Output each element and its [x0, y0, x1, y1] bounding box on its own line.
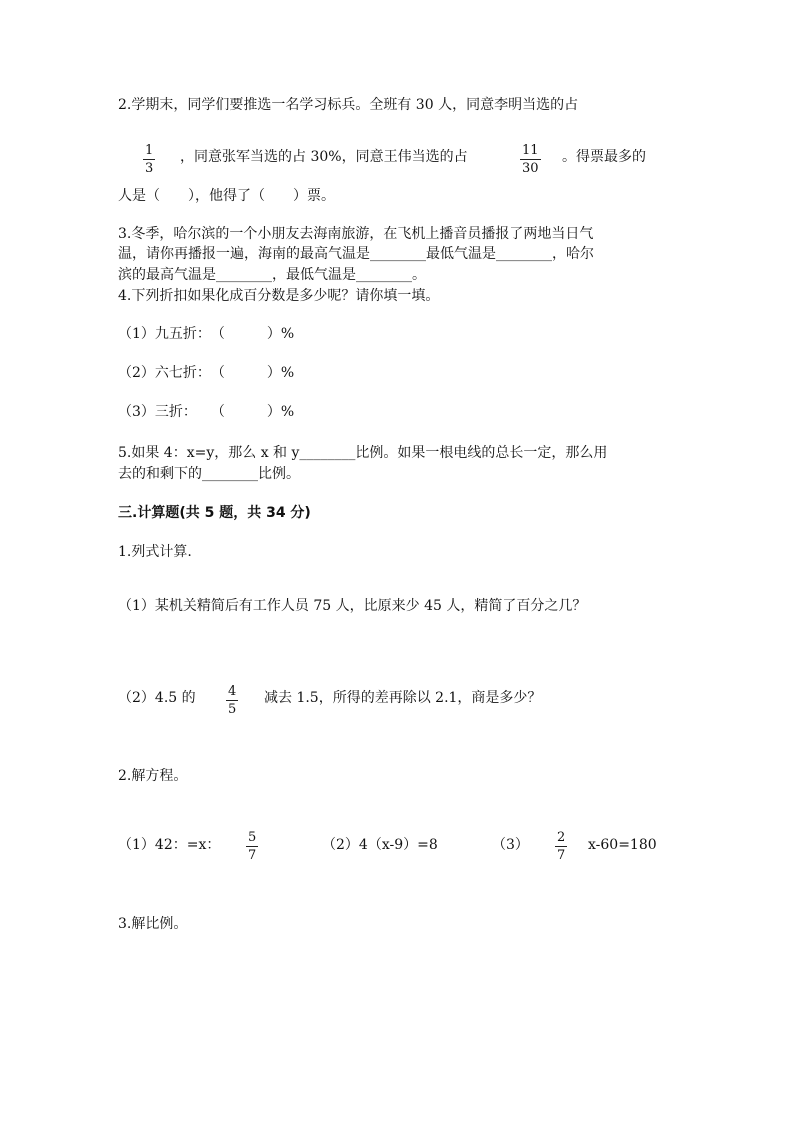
calc1-part1: （1）某机关精简后有工作人员 75 人，比原来少 45 人，精简了百分之几？: [118, 598, 587, 614]
denominator: 30: [522, 161, 539, 176]
calc1-part2-pre: （2）4.5 的: [118, 690, 196, 706]
fraction-bar: [520, 159, 541, 160]
numerator: 11: [522, 143, 539, 158]
q4-item2: （2）六七折： （ ）%: [118, 365, 295, 381]
calc3-title: 3.解比例。: [118, 916, 188, 932]
equation-2: （2）4（x-9）=8: [322, 837, 438, 853]
q4-item1: （1）九五折： （ ）%: [118, 326, 295, 342]
calc1-part2-post: 减去 1.5，所得的差再除以 2.1，商是多少？: [264, 690, 542, 706]
calc2-title: 2.解方程。: [118, 768, 188, 784]
calc1-part2-fraction: [226, 684, 238, 717]
fraction-bar: [226, 700, 238, 701]
equation-1-pre: （1）42：=x：: [118, 837, 221, 853]
q5-line1: 5.如果 4：x=y，那么 x 和 y________比例。如果一根电线的总长一定，那么用: [118, 445, 608, 461]
q3-line2: 温，请你再播报一遍，海南的最高气温是________最低气温是________，哈尔: [118, 246, 594, 262]
equation-1-fraction: [246, 830, 258, 863]
q5-line2: 去的和剩下的________比例。: [118, 466, 300, 482]
numerator: 1: [145, 143, 154, 158]
equation-3-pre: （3）: [492, 837, 529, 853]
q4-title: 4.下列折扣如果化成百分数是多少呢？请你填一填。: [118, 288, 440, 304]
q2-line1: 2.学期末，同学们要推选一名学习标兵。全班有 30 人，同意李明当选的占: [118, 97, 579, 113]
fraction-bar: [555, 846, 567, 847]
q2-end: 。得票最多的: [562, 149, 646, 165]
q4-item3: （3）三折： （ ）%: [118, 404, 295, 420]
q2-mid: ，同意张军当选的占 30%，同意王伟当选的占: [180, 149, 468, 165]
equation-3-post: x-60=180: [588, 837, 657, 853]
numerator: 4: [228, 684, 237, 699]
denominator: 7: [248, 848, 257, 863]
fraction-bar: [143, 159, 155, 160]
denominator: 3: [145, 161, 154, 176]
q2-fraction-1: [143, 143, 155, 176]
numerator: 5: [248, 830, 257, 845]
q3-line1: 3.冬季，哈尔滨的一个小朋友去海南旅游，在飞机上播音员播报了两地当日气: [118, 226, 594, 242]
q2-line3: 人是（ ），他得了（ ）票。: [118, 188, 335, 204]
fraction-bar: [246, 846, 258, 847]
calc1-title: 1.列式计算.: [118, 544, 192, 560]
equation-3-fraction: [555, 830, 567, 863]
denominator: 5: [228, 702, 237, 717]
section-3-heading: 三.计算题(共 5 题，共 34 分): [118, 505, 311, 521]
numerator: 2: [557, 830, 566, 845]
q2-fraction-2: [520, 143, 541, 176]
q3-line3: 滨的最高气温是________，最低气温是________。: [118, 267, 426, 283]
denominator: 7: [557, 848, 566, 863]
